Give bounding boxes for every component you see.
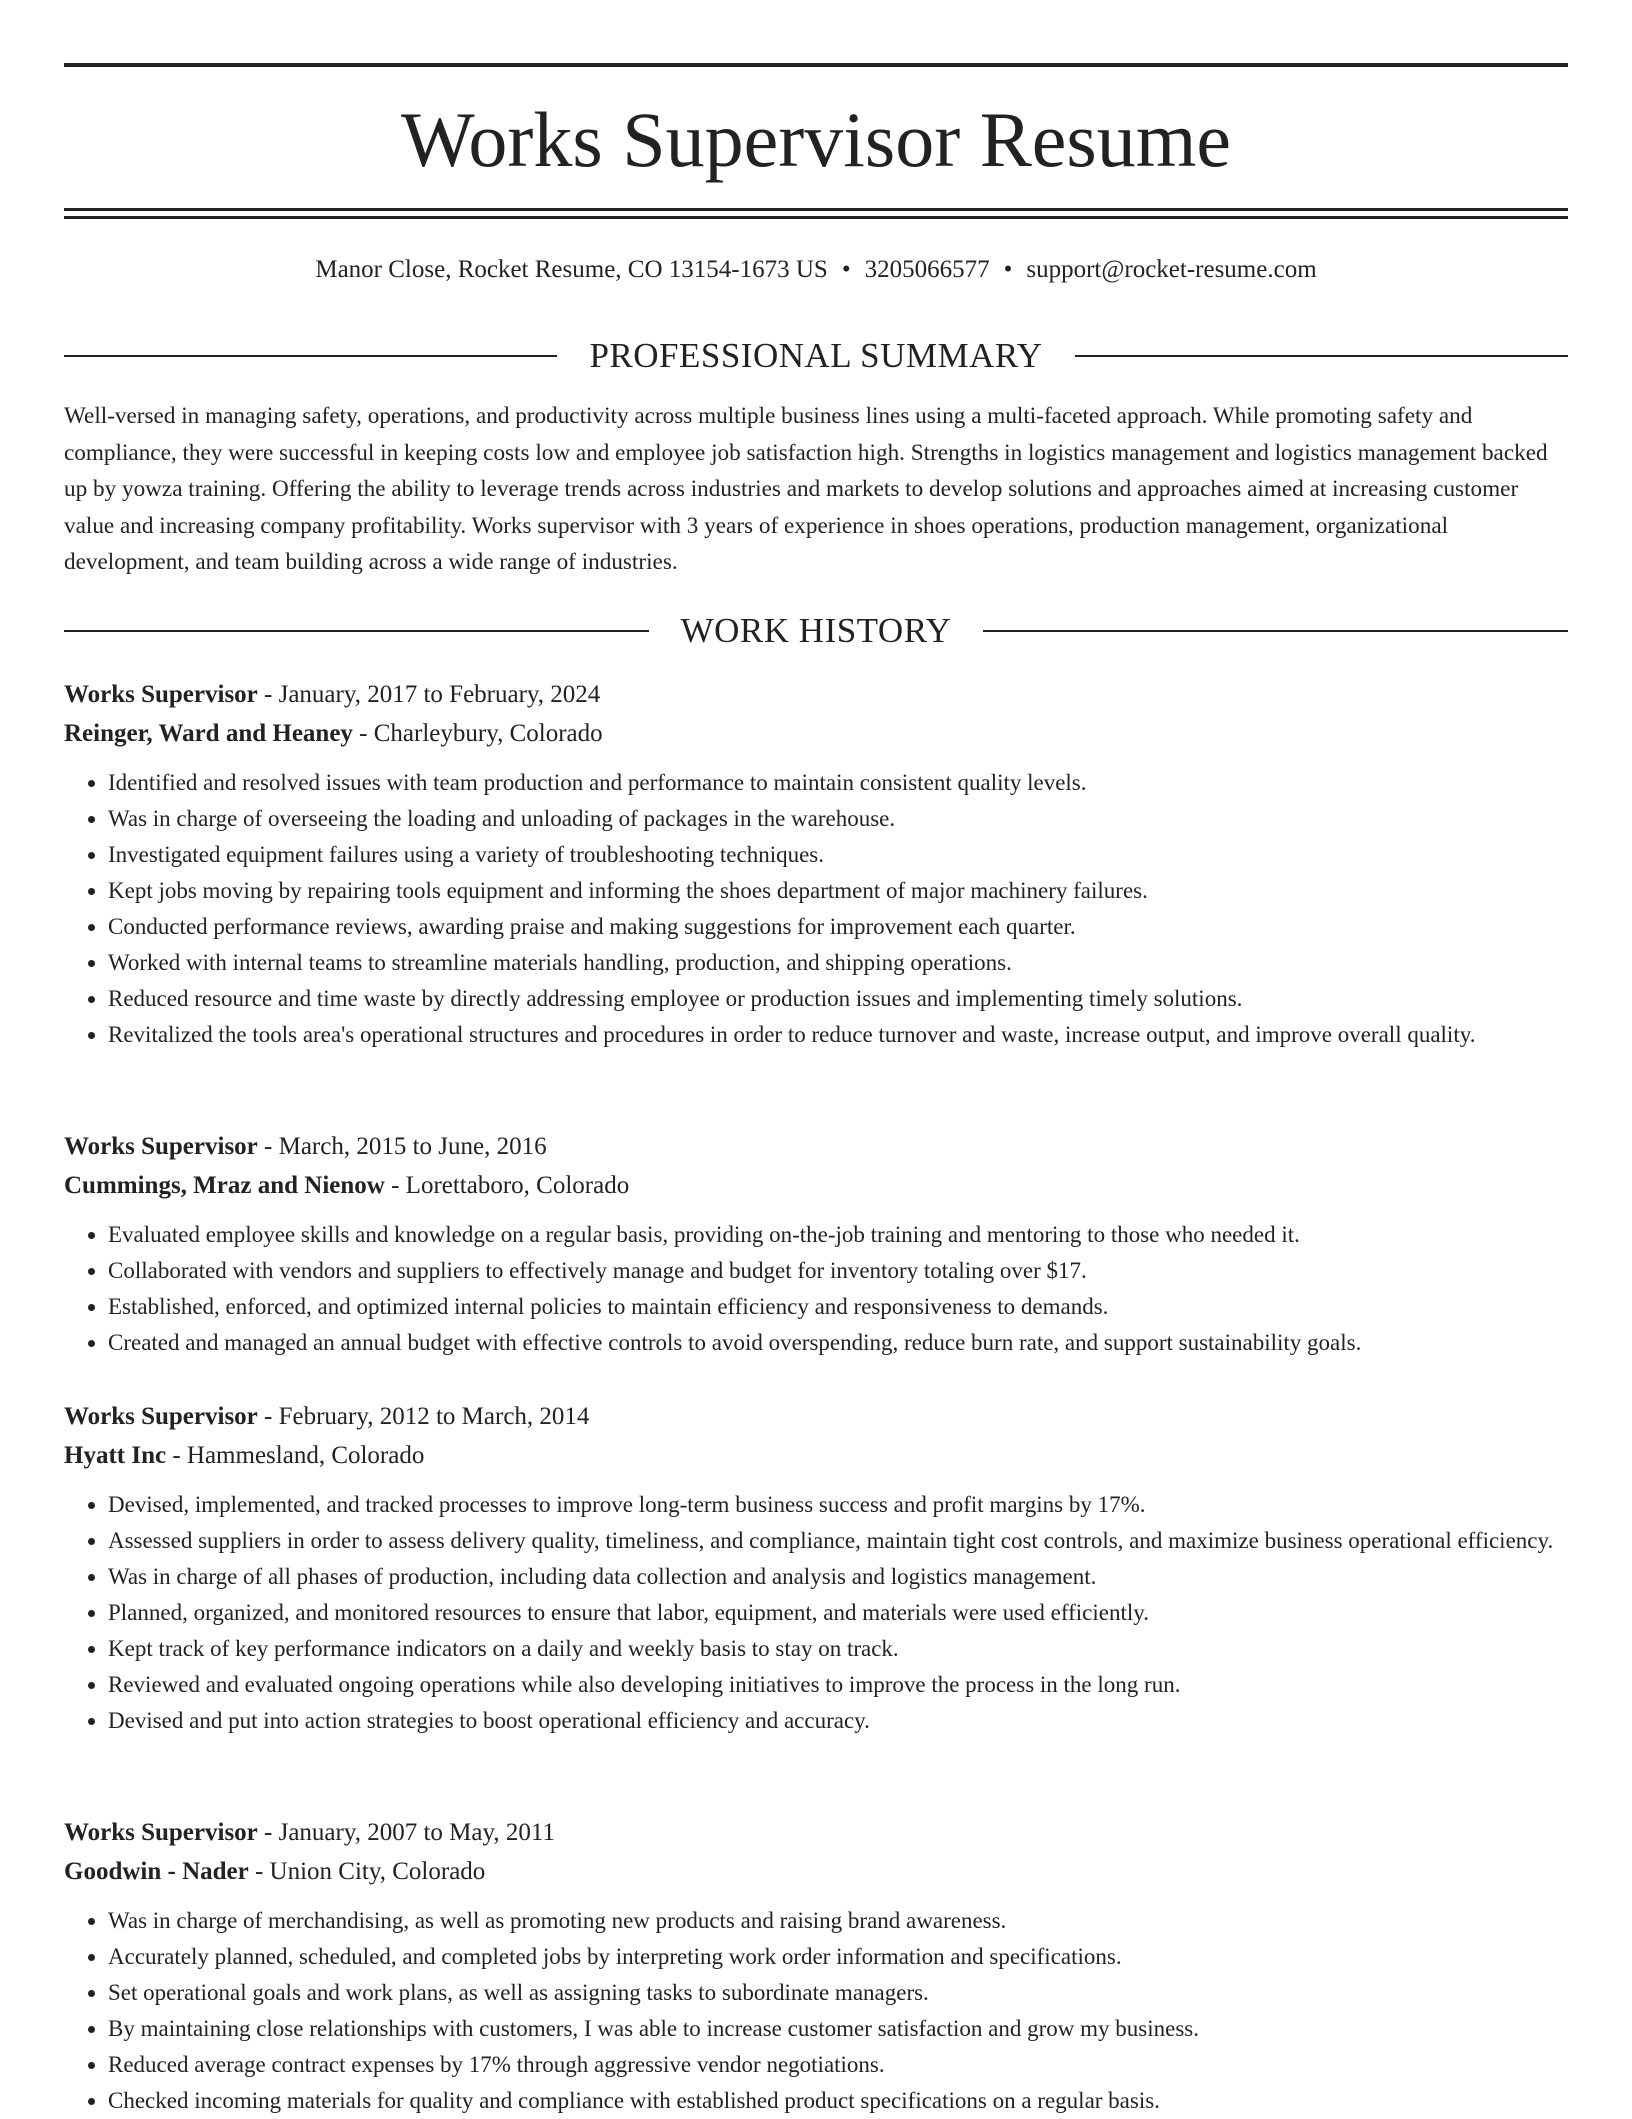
job-bullet: • Investigated equipment failures using a variety of troubleshooting techniques.	[108, 837, 1568, 873]
job-title: Works Supervisor	[64, 1133, 258, 1160]
top-rule	[64, 63, 1568, 67]
contact-separator: •	[841, 256, 851, 283]
job-dates: - January, 2017 to February, 2024	[257, 681, 601, 708]
job-bullet: • Was in charge of all phases of production, including data collection and analysis and logistics management.	[108, 1559, 1568, 1595]
job-bullet: • By maintaining close relationships with customers, I was able to increase customer satisfaction and grow my business.	[108, 2011, 1568, 2047]
job-bullet: • Set operational goals and work plans, as well as assigning tasks to subordinate managers.	[108, 1975, 1568, 2011]
work-history-heading	[64, 609, 1568, 653]
job-bullets	[64, 1903, 1568, 2119]
job-location: - Hammesland, Colorado	[166, 1442, 425, 1469]
title-rule-lower	[64, 216, 1568, 219]
job-bullet: • Devised, implemented, and tracked processes to improve long-term business success and profit margins by 17%.	[108, 1487, 1568, 1523]
job-company: Goodwin - Nader	[64, 1858, 249, 1885]
job-bullet: • Identified and resolved issues with team production and performance to maintain consistent quality levels.	[108, 765, 1568, 801]
heading-rule-left	[64, 630, 649, 632]
job-bullet: • Assessed suppliers in order to assess delivery quality, timeliness, and compliance, maintain tight cost controls, and maximize business operational efficiency.	[108, 1523, 1568, 1559]
job-bullets	[64, 765, 1568, 1053]
heading-rule-left	[64, 355, 557, 357]
contact-info	[64, 253, 1568, 287]
job-bullet: • Conducted performance reviews, awarding praise and making suggestions for improvement each quarter.	[108, 909, 1568, 945]
job-title-line	[64, 1813, 1568, 1852]
summary-text: Well-versed in managing safety, operations, and productivity across multiple business lines using a multi-faceted approach. While promoting safety and compliance, they were successful in keeping costs low and employee job satisfaction high. Strengths in logistics management and logistics management backed up by yowza training. Offering the ability to leverage trends across industries and markets to develop solutions and approaches aimed at increasing customer value and increasing company profitability. Works supervisor with 3 years of experience in shoes operations, production management, organizational development, and team building across a wide range of industries.	[64, 403, 1548, 575]
job-bullet: • Collaborated with vendors and suppliers to effectively manage and budget for inventory totaling over $17.	[108, 1253, 1568, 1289]
job-location: - Union City, Colorado	[248, 1858, 486, 1885]
job-title: Works Supervisor	[64, 681, 258, 708]
job-bullet: • Was in charge of overseeing the loading and unloading of packages in the warehouse.	[108, 801, 1568, 837]
job-dates: - March, 2015 to June, 2016	[257, 1133, 547, 1160]
job-bullet: • Worked with internal teams to streamline materials handling, production, and shipping operations.	[108, 945, 1568, 981]
job-title: Works Supervisor	[64, 1403, 258, 1430]
job-bullets	[64, 1217, 1568, 1361]
job-bullet: • Devised and put into action strategies to boost operational efficiency and accuracy.	[108, 1703, 1568, 1739]
job-entry	[64, 675, 1568, 1053]
job-dates: - February, 2012 to March, 2014	[257, 1403, 590, 1430]
summary-heading	[64, 334, 1568, 378]
job-bullet: • Created and managed an annual budget with effective controls to avoid overspending, reduce burn rate, and support sustainability goals.	[108, 1325, 1568, 1361]
heading-rule-right	[983, 630, 1568, 632]
job-bullet: • Planned, organized, and monitored resources to ensure that labor, equipment, and materials were used efficiently.	[108, 1595, 1568, 1631]
job-company-line	[64, 1436, 1568, 1475]
heading-rule-right	[1075, 355, 1568, 357]
contact-separator: •	[1003, 256, 1013, 283]
job-company: Reinger, Ward and Heaney	[64, 720, 353, 747]
job-entry	[64, 1813, 1568, 2119]
job-title: Works Supervisor	[64, 1819, 258, 1846]
job-location: - Lorettaboro, Colorado	[384, 1172, 630, 1199]
job-company-line	[64, 1852, 1568, 1891]
job-bullet: • Evaluated employee skills and knowledge on a regular basis, providing on-the-job training and mentoring to those who needed it.	[108, 1217, 1568, 1253]
job-bullet: • Reviewed and evaluated ongoing operations while also developing initiatives to improve the process in the long run.	[108, 1667, 1568, 1703]
work-history-heading-label: WORK HISTORY	[680, 611, 952, 650]
contact-phone: 3205066577	[864, 256, 990, 283]
job-entry	[64, 1397, 1568, 1739]
job-company-line	[64, 1166, 1568, 1205]
job-bullet: • Accurately planned, scheduled, and completed jobs by interpreting work order information and specifications.	[108, 1939, 1568, 1975]
job-bullet: • Kept jobs moving by repairing tools equipment and informing the shoes department of major machinery failures.	[108, 873, 1568, 909]
contact-address: Manor Close, Rocket Resume, CO 13154-1673 US	[315, 256, 828, 283]
job-entry	[64, 1127, 1568, 1361]
job-bullet: • Established, enforced, and optimized internal policies to maintain efficiency and responsiveness to demands.	[108, 1289, 1568, 1325]
job-bullet: • Reduced average contract expenses by 17% through aggressive vendor negotiations.	[108, 2047, 1568, 2083]
job-bullet: • Checked incoming materials for quality and compliance with established product specifications on a regular basis.	[108, 2083, 1568, 2119]
job-company: Hyatt Inc	[64, 1442, 167, 1469]
job-location: - Charleybury, Colorado	[352, 720, 603, 747]
job-company: Cummings, Mraz and Nienow	[64, 1172, 385, 1199]
job-bullet: • Kept track of key performance indicators on a daily and weekly basis to stay on track.	[108, 1631, 1568, 1667]
job-title-line	[64, 675, 1568, 714]
summary-heading-label: PROFESSIONAL SUMMARY	[589, 336, 1043, 375]
resume-title: Works Supervisor Resume	[401, 96, 1231, 183]
title-rule-upper	[64, 208, 1568, 211]
job-title-line	[64, 1127, 1568, 1166]
job-company-line	[64, 714, 1568, 753]
job-title-line	[64, 1397, 1568, 1436]
job-bullet: • Revitalized the tools area's operational structures and procedures in order to reduce turnover and waste, increase output, and improve overall quality.	[108, 1017, 1568, 1053]
job-dates: - January, 2007 to May, 2011	[257, 1819, 555, 1846]
job-bullets	[64, 1487, 1568, 1739]
contact-email: support@rocket-resume.com	[1026, 256, 1317, 283]
job-bullet: • Reduced resource and time waste by directly addressing employee or production issues and implementing timely solutions.	[108, 981, 1568, 1017]
job-bullet: • Was in charge of merchandising, as well as promoting new products and raising brand awareness.	[108, 1903, 1568, 1939]
